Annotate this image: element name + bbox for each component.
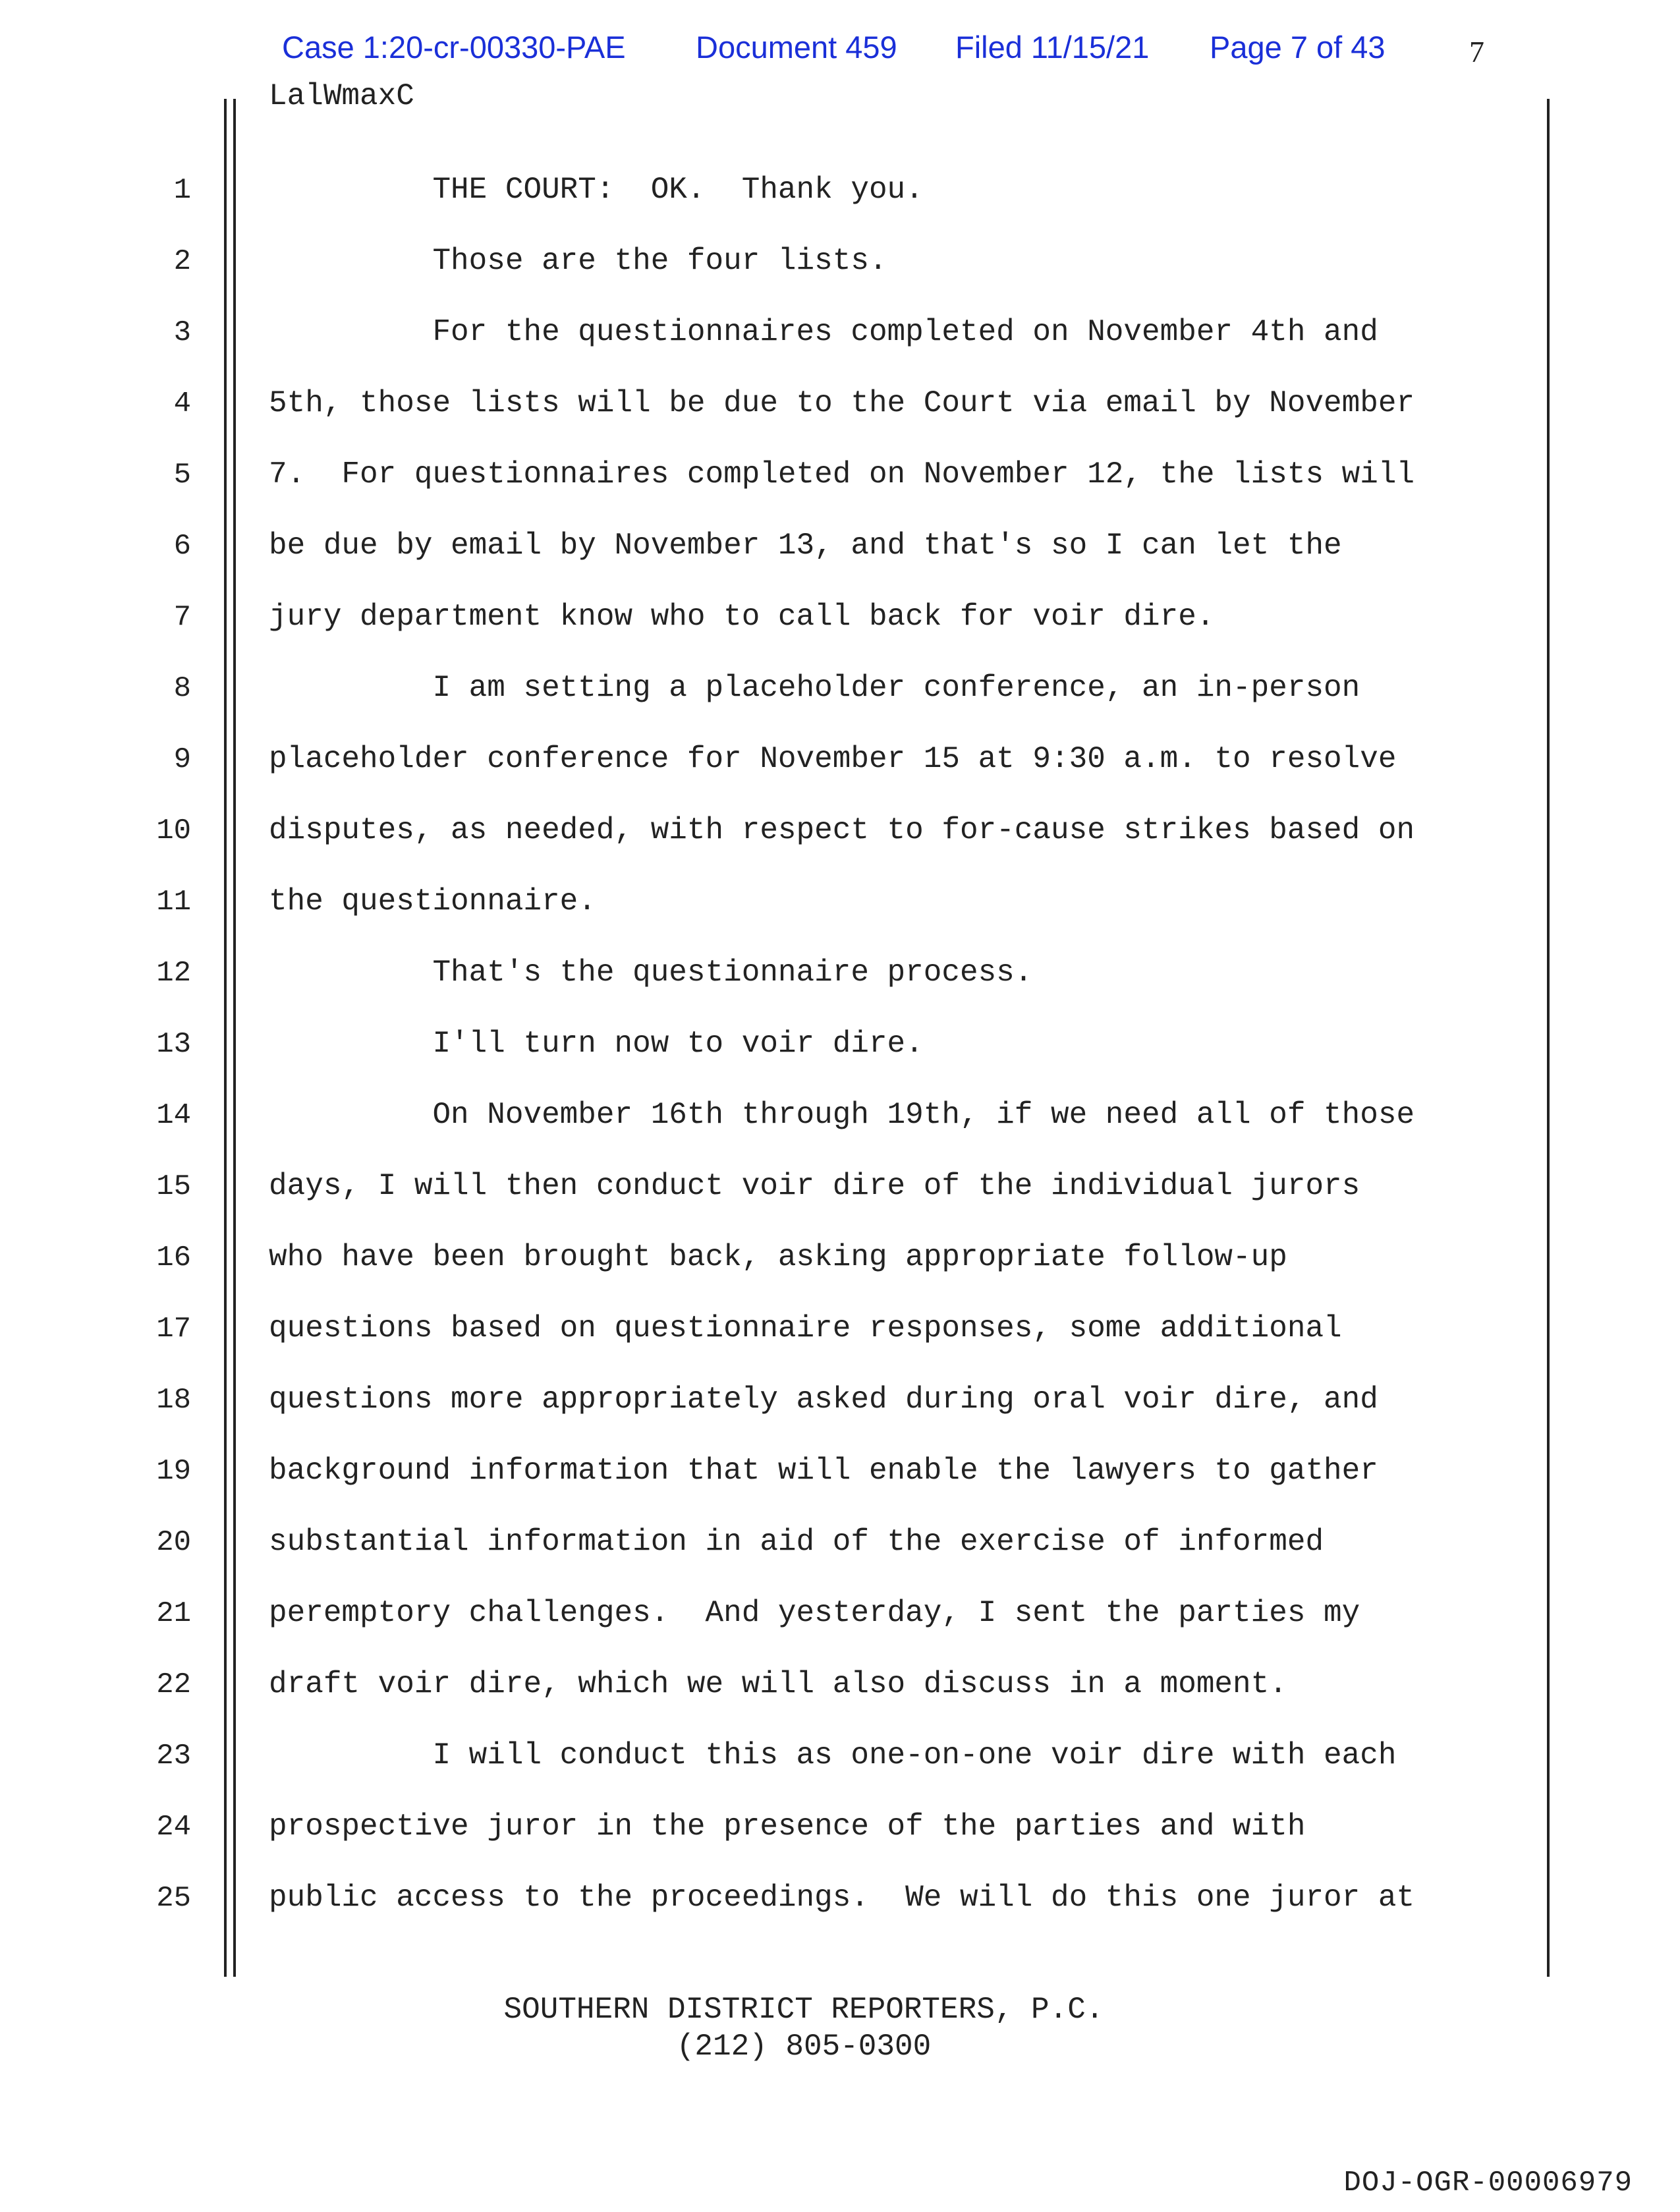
line-text: disputes, as needed, with respect to for-cause strikes based on — [269, 813, 1415, 847]
transcript-line — [0, 241, 1680, 312]
line-text: 7. For questionnaires completed on November 12, the lists will — [269, 457, 1415, 492]
line-number: 2 — [173, 245, 191, 278]
line-number: 22 — [156, 1668, 191, 1701]
line-number: 18 — [156, 1384, 191, 1417]
transcript-line — [0, 1451, 1680, 1522]
transcript-line — [0, 312, 1680, 383]
line-text: prospective juror in the presence of the parties and with — [269, 1809, 1306, 1844]
line-number: 13 — [156, 1028, 191, 1061]
line-number: 25 — [156, 1882, 191, 1915]
transcript-line — [0, 1237, 1680, 1309]
page-of-total: Page 7 of 43 — [1210, 30, 1386, 65]
line-number: 4 — [173, 387, 191, 420]
transcript-line — [0, 739, 1680, 810]
transcript-line — [0, 170, 1680, 241]
line-number: 15 — [156, 1170, 191, 1203]
line-number: 11 — [156, 886, 191, 919]
transcript-line — [0, 668, 1680, 739]
filing-header — [0, 29, 1680, 75]
transcript-line — [0, 1736, 1680, 1807]
line-number: 16 — [156, 1241, 191, 1274]
line-text: background information that will enable the lawyers to gather — [269, 1454, 1378, 1488]
line-text: I will conduct this as one-on-one voir dire with each — [269, 1738, 1397, 1772]
reporter-phone: (212) 805-0300 — [676, 2029, 932, 2064]
line-number: 10 — [156, 814, 191, 847]
line-text: draft voir dire, which we will also discuss in a moment. — [269, 1667, 1287, 1701]
case-number: Case 1:20-cr-00330-PAE — [282, 30, 626, 65]
page-number: 7 — [1469, 35, 1484, 69]
line-text: For the questionnaires completed on November 4th and — [269, 315, 1378, 349]
line-text: Those are the four lists. — [269, 244, 887, 278]
transcript-line — [0, 882, 1680, 953]
line-text: questions based on questionnaire responses, some additional — [269, 1311, 1342, 1346]
line-number: 19 — [156, 1455, 191, 1488]
transcript-body — [0, 170, 1680, 1949]
line-number: 12 — [156, 957, 191, 990]
line-text: I'll turn now to voir dire. — [269, 1027, 924, 1061]
line-number: 7 — [173, 601, 191, 634]
transcript-line — [0, 1593, 1680, 1664]
line-number: 14 — [156, 1099, 191, 1132]
transcript-line — [0, 383, 1680, 455]
line-text: the questionnaire. — [269, 884, 596, 919]
transcript-line — [0, 1807, 1680, 1878]
line-text: THE COURT: OK. Thank you. — [269, 173, 924, 207]
transcript-file-id: LalWmaxC — [269, 79, 414, 113]
transcript-line — [0, 953, 1680, 1024]
transcript-line — [0, 526, 1680, 597]
line-text: jury department know who to call back for voir dire. — [269, 600, 1215, 634]
transcript-line — [0, 1309, 1680, 1380]
line-text: On November 16th through 19th, if we need all of those — [269, 1098, 1415, 1132]
bates-number: DOJ-OGR-00006979 — [1343, 2167, 1633, 2199]
transcript-line — [0, 1095, 1680, 1166]
line-number: 9 — [173, 743, 191, 776]
line-number: 20 — [156, 1526, 191, 1559]
line-number: 23 — [156, 1740, 191, 1772]
line-text: days, I will then conduct voir dire of the individual jurors — [269, 1169, 1360, 1203]
transcript-line — [0, 1664, 1680, 1736]
reporter-name: SOUTHERN DISTRICT REPORTERS, P.C. — [503, 1993, 1104, 2027]
line-text: 5th, those lists will be due to the Court via email by November — [269, 386, 1415, 420]
line-number: 1 — [173, 174, 191, 207]
line-number: 6 — [173, 530, 191, 563]
line-text: who have been brought back, asking appropriate follow-up — [269, 1240, 1287, 1274]
transcript-line — [0, 1380, 1680, 1451]
transcript-line — [0, 810, 1680, 882]
transcript-line — [0, 597, 1680, 668]
transcript-line — [0, 1166, 1680, 1237]
line-text: questions more appropriately asked during oral voir dire, and — [269, 1382, 1378, 1417]
line-number: 24 — [156, 1811, 191, 1844]
line-text: peremptory challenges. And yesterday, I sent the parties my — [269, 1596, 1360, 1630]
line-text: be due by email by November 13, and that's so I can let the — [269, 528, 1342, 563]
line-text: substantial information in aid of the exercise of informed — [269, 1525, 1324, 1559]
document-number: Document 459 — [696, 30, 897, 65]
line-text: That's the questionnaire process. — [269, 955, 1033, 990]
line-number: 8 — [173, 672, 191, 705]
transcript-line — [0, 1024, 1680, 1095]
line-number: 5 — [173, 459, 191, 492]
line-text: I am setting a placeholder conference, an in-person — [269, 671, 1360, 705]
line-number: 3 — [173, 316, 191, 349]
line-text: placeholder conference for November 15 at 9:30 a.m. to resolve — [269, 742, 1397, 776]
reporter-footer — [0, 1991, 1608, 2065]
transcript-line — [0, 455, 1680, 526]
line-text: public access to the proceedings. We will do this one juror at — [269, 1881, 1415, 1915]
filed-date: Filed 11/15/21 — [955, 30, 1150, 65]
line-number: 17 — [156, 1313, 191, 1346]
transcript-line — [0, 1522, 1680, 1593]
transcript-line — [0, 1878, 1680, 1949]
line-number: 21 — [156, 1597, 191, 1630]
